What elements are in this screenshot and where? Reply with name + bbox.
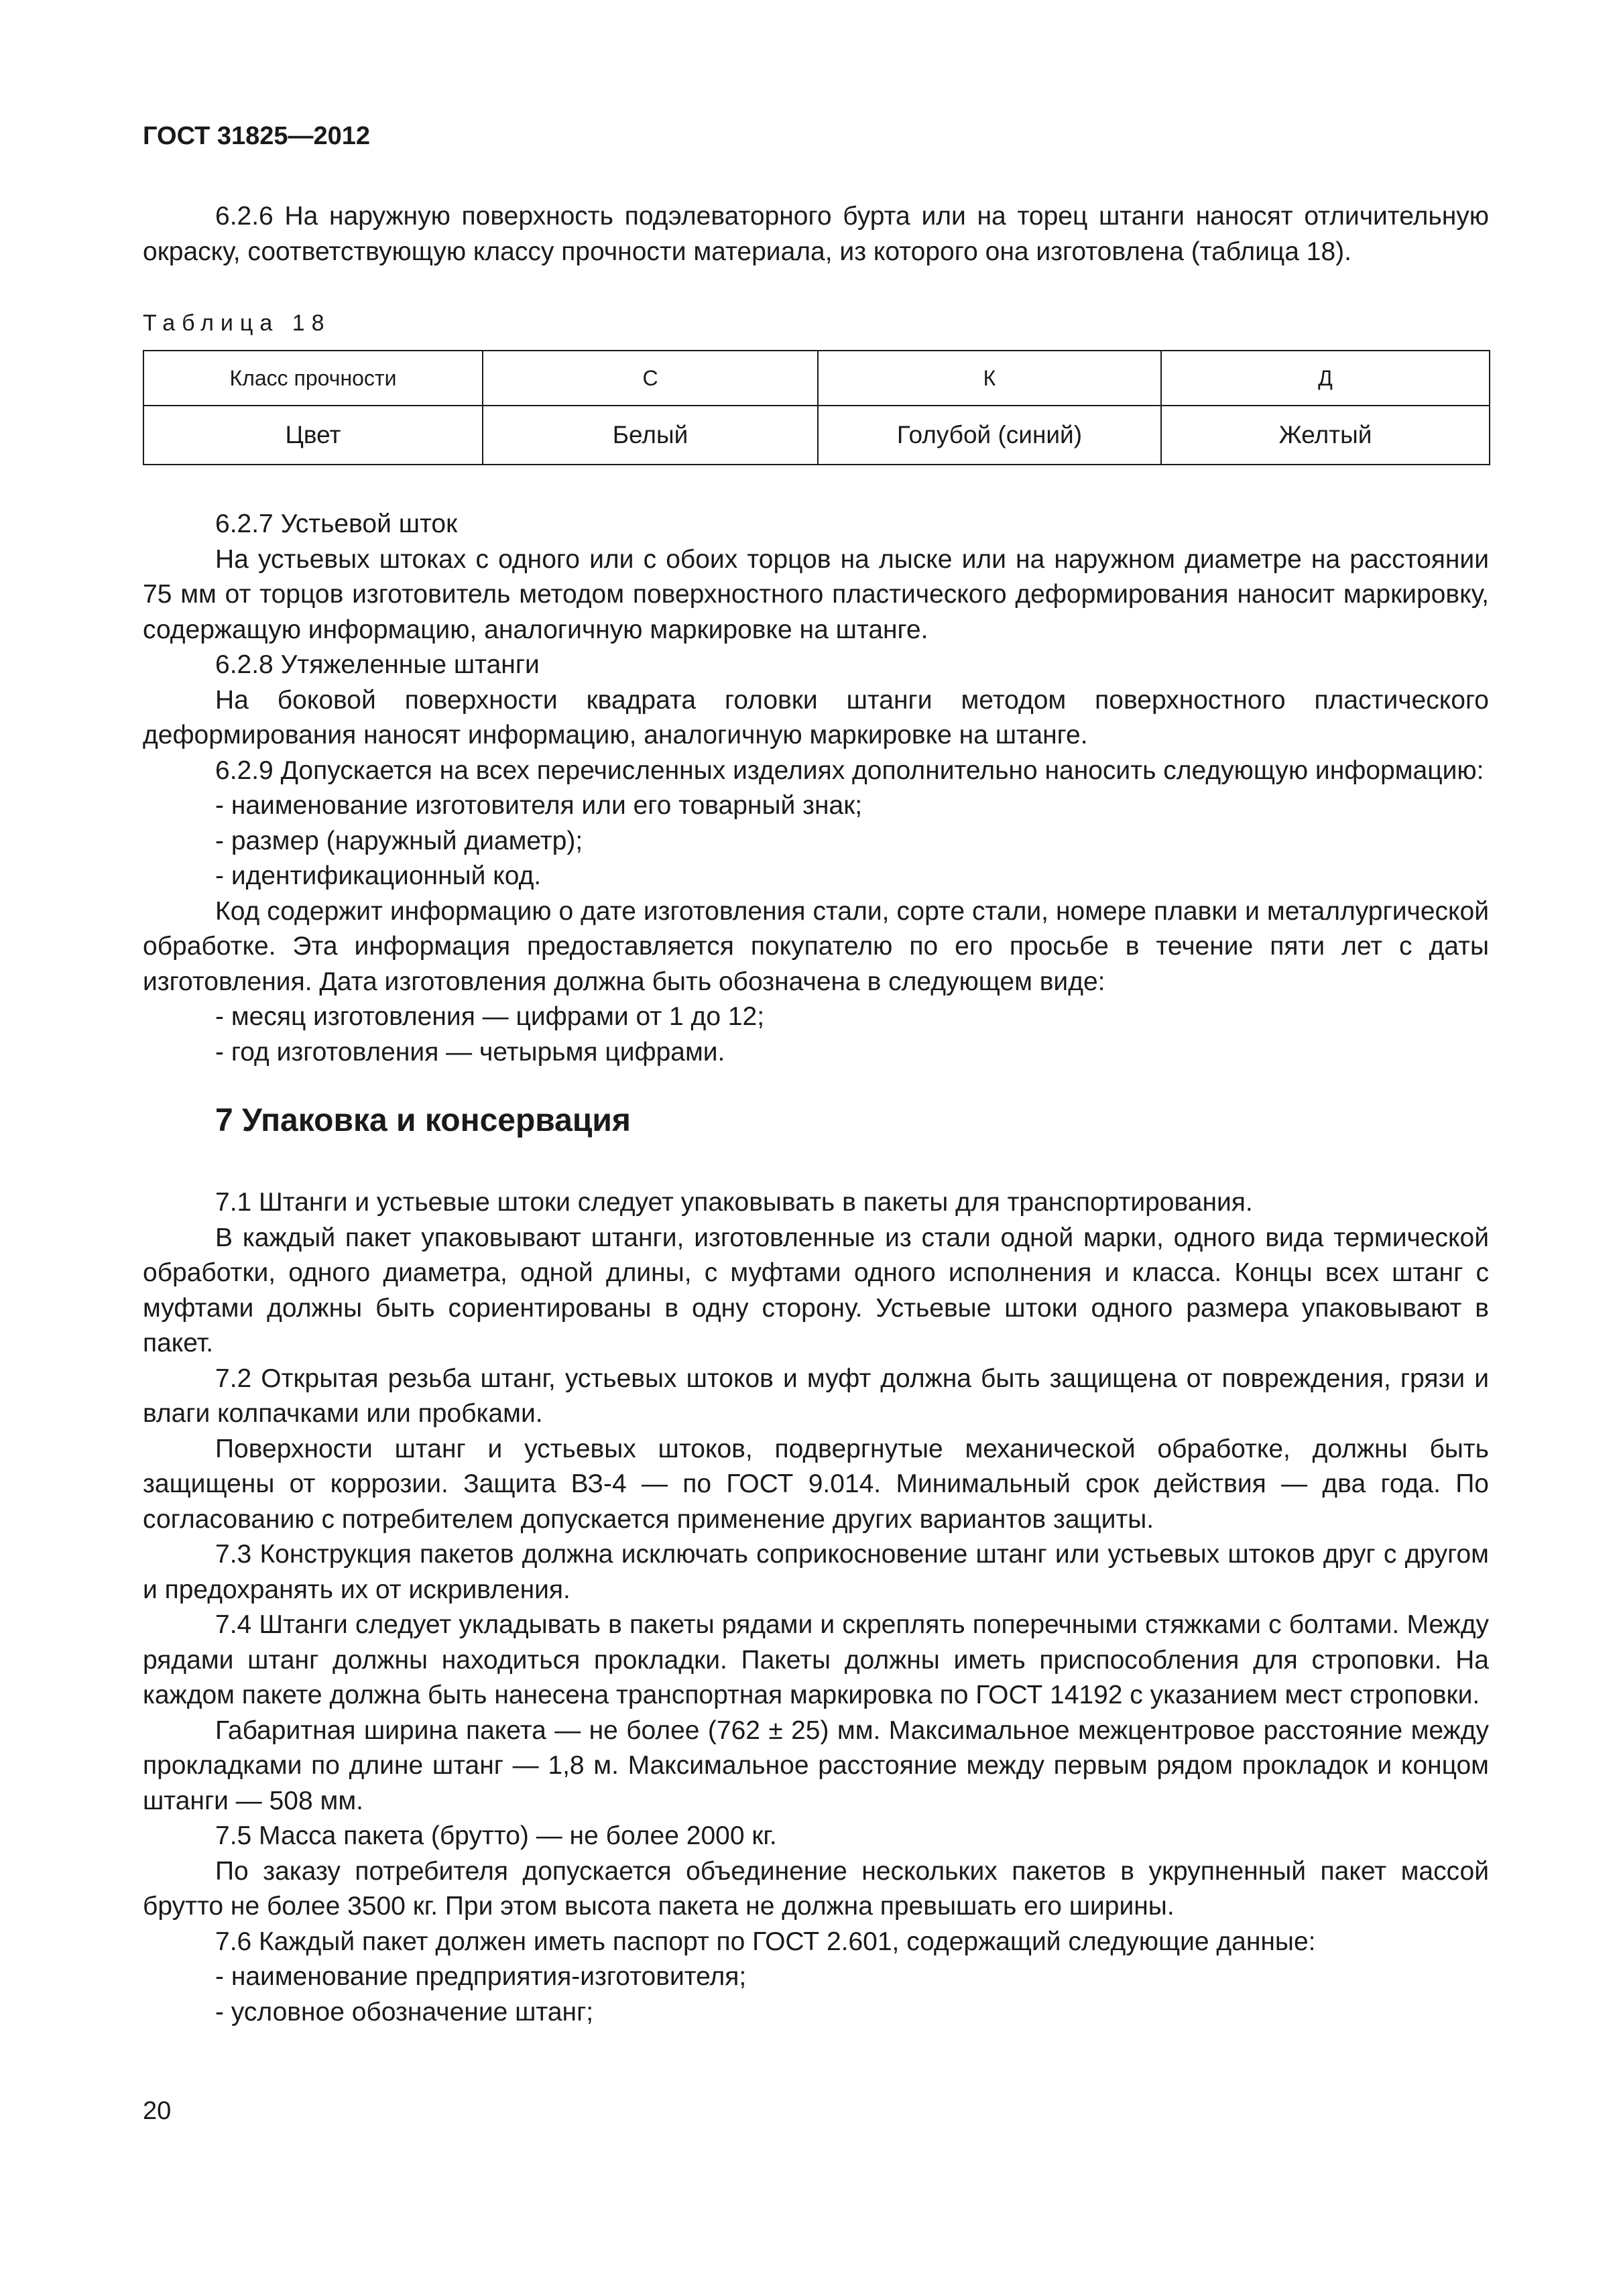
paragraph: По заказу потребителя допускается объединение нескольких пакетов в укрупненный пакет массой брутто не более 3500 кг. При этом высота пакета не должна превышать его ширины. [143,1856,1489,1921]
list-item: - условное обозначение штанг; [215,1997,594,2027]
table-header-cell: Класс прочности [143,351,483,406]
table-caption: Таблица 18 [143,310,331,336]
table-header-row [143,351,1490,406]
paragraph: Поверхности штанг и устьевых штоков, подвергнутые механической обработке, должны быть защищены от коррозии. Защита ВЗ-4 — по ГОСТ 9.014. Минимальный срок действия — два года. По согласованию с потребителем допускается применение других вариантов защиты. [143,1434,1489,1534]
page-content [143,199,1489,2030]
paragraph: 7.3 Конструкция пакетов должна исключать соприкосновение штанг или устьевых штоков друг с другом и предохранять их от искривления. [143,1540,1489,1604]
table-header-cell: С [483,351,818,406]
list-item: - год изготовления — четырьмя цифрами. [215,1037,725,1067]
list-item: - месяц изготовления — цифрами от 1 до 12; [215,1002,765,1031]
document-header: ГОСТ 31825—2012 [143,122,371,150]
paragraph-6-2-9-intro: 6.2.9 Допускается на всех перечисленных изделиях дополнительно наносить следующую информацию: [215,756,1484,785]
paragraph-6-2-8-title: 6.2.8 Утяжеленные штанги [215,650,540,679]
paragraph-6-2-6: 6.2.6 На наружную поверхность подэлеваторного бурта или на торец штанги наносят отличительную окраску, соответствующую классу прочности материала, из которого она изготовлена (таблица 18). [143,202,1489,266]
table-cell: Голубой (синий) [818,406,1161,465]
paragraph: Габаритная ширина пакета — не более (762 ± 25) мм. Максимальное межцентровое расстояние между прокладками по длине штанг — 1,8 м. Максимальное расстояние между первым рядом прокладок и концом штанги — 508 мм. [143,1715,1489,1815]
list-item: - наименование изготовителя или его товарный знак; [215,791,863,820]
table-cell: Цвет [143,406,483,465]
list-item: - наименование предприятия-изготовителя; [215,1962,747,1991]
paragraph: В каждый пакет упаковывают штанги, изготовленные из стали одной марки, одного вида термической обработки, одного диаметра, одной длины, с муфтами одного исполнения и класса. Концы всех штанг с муфтами должны быть сориентированы в одну сторону. Устьевые штоки одного размера упаковывают в пакет. [143,1223,1489,1357]
paragraph: 7.4 Штанги следует укладывать в пакеты рядами и скреплять поперечными стяжками с болтами. Между рядами штанг должны находиться прокладки. Пакеты должны иметь приспособления для строповки. На каждом пакете должна быть нанесена транспортная маркировка по ГОСТ 14192 с указанием мест строповки. [143,1610,1489,1709]
paragraph: 7.2 Открытая резьба штанг, устьевых штоков и муфт должна быть защищена от повреждения, грязи и влаги колпачками или пробками. [143,1364,1489,1428]
table-cell: Желтый [1161,406,1490,465]
list-item: - размер (наружный диаметр); [215,826,583,855]
table-header-cell: Д [1161,351,1490,406]
paragraph-6-2-7-title: 6.2.7 Устьевой шток [215,509,458,538]
paragraph-6-2-8-body: На боковой поверхности квадрата головки штанги методом поверхностного пластического деформирования наносят информацию, аналогичную маркировке на штанге. [143,685,1489,749]
list-item: - идентификационный код. [215,861,542,890]
table-row [143,406,1490,465]
strength-class-color-table [143,350,1490,465]
table-cell: Белый [483,406,818,465]
paragraph-6-2-7-body: На устьевых штоках с одного или с обоих торцов на лыске или на наружном диаметре на расстоянии 75 мм от торцов изготовитель методом поверхностного пластического деформирования наносит маркировку, содержащую информацию, аналогичную маркировке на штанге. [143,544,1489,644]
section-7-heading: 7 Упаковка и консервация [215,1103,631,1138]
page-number: 20 [143,2097,172,2125]
paragraph: 7.5 Масса пакета (брутто) — не более 2000 кг. [215,1821,777,1850]
table-header-cell: К [818,351,1161,406]
paragraph: 7.6 Каждый пакет должен иметь паспорт по ГОСТ 2.601, содержащий следующие данные: [215,1927,1316,1956]
paragraph: 7.1 Штанги и устьевые штоки следует упаковывать в пакеты для транспортирования. [215,1188,1253,1217]
paragraph-code-info: Код содержит информацию о дате изготовления стали, сорте стали, номере плавки и металлургической обработке. Эта информация предоставляется покупателю по его просьбе в течение пяти лет с даты изготовления. Дата изготовления должна быть обозначена в следующем виде: [143,896,1489,996]
